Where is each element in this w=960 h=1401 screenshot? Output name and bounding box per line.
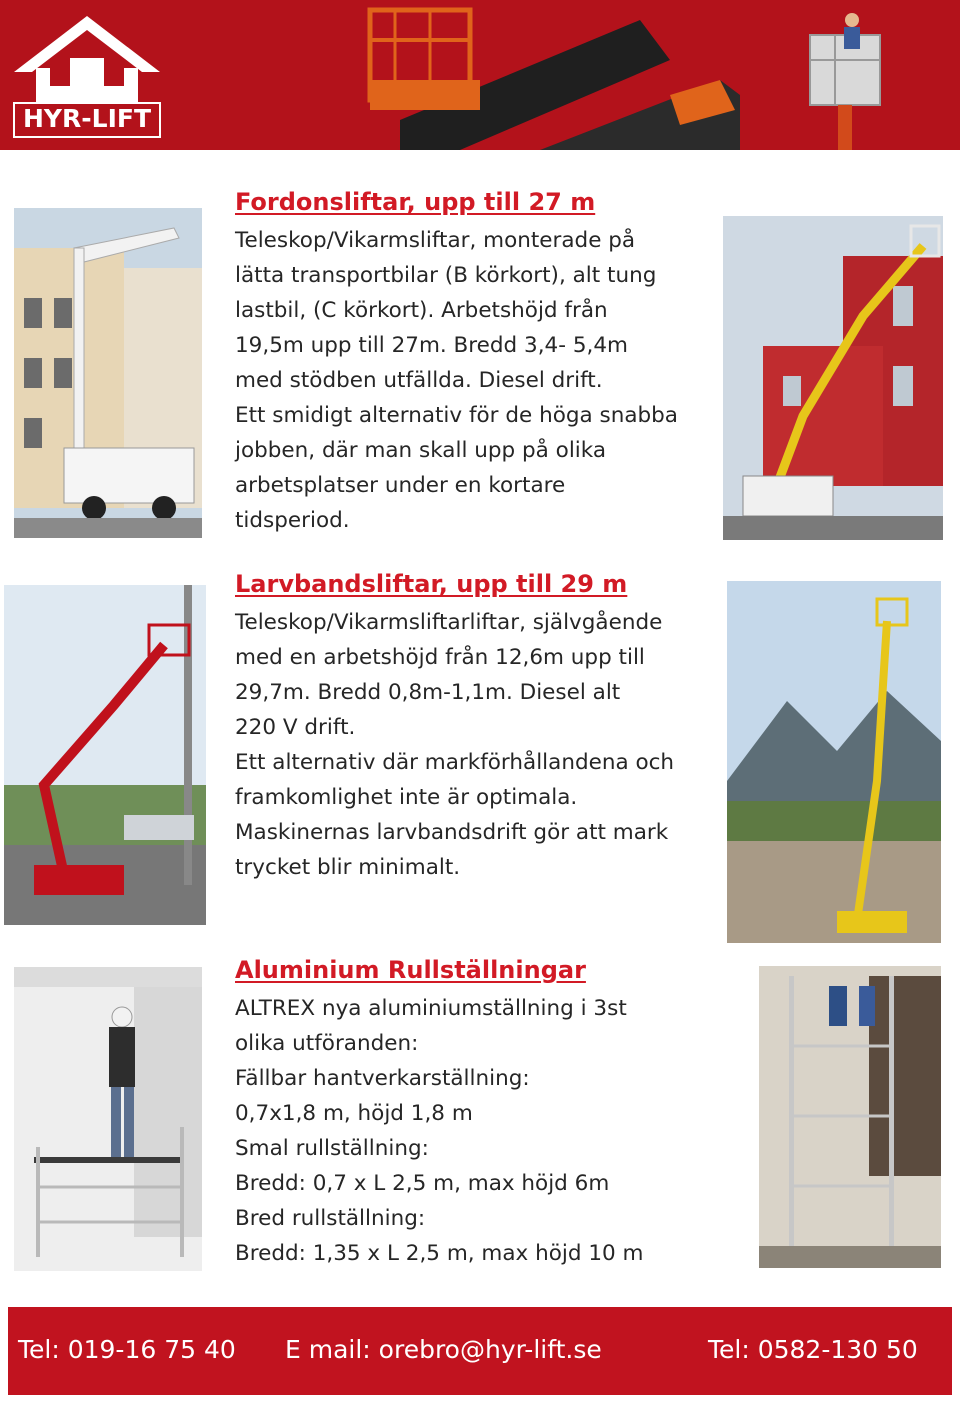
text-line: Bredd: 0,7 x L 2,5 m, max höjd 6m — [235, 1171, 610, 1196]
phone-second[interactable]: Tel: 0582-130 50 — [708, 1335, 918, 1364]
photo-truck-lift — [14, 208, 202, 538]
contact-footer — [8, 1307, 952, 1395]
text-line: ALTREX nya aluminiumställning i 3st — [235, 996, 627, 1021]
text-line: Ett alternativ där markförhållandena och — [235, 750, 675, 775]
text-line: Smal rullställning: — [235, 1136, 429, 1161]
text-line: arbetsplatser under en kortare — [235, 473, 566, 498]
section-heading: Aluminium Rullställningar — [235, 956, 586, 984]
text-line: Teleskop/Vikarmsliftarliftar, självgående — [235, 610, 663, 635]
text-line: med stödben utfällda. Diesel drift. — [235, 368, 603, 393]
hero-image-bucket — [790, 0, 900, 150]
text-line: olika utföranden: — [235, 1031, 419, 1056]
photo-truck-lift-red-building — [723, 216, 943, 540]
text-line: Bredd: 1,35 x L 2,5 m, max höjd 10 m — [235, 1241, 644, 1266]
text-line: 0,7x1,8 m, höjd 1,8 m — [235, 1101, 473, 1126]
section-rullstallningar — [235, 953, 643, 1271]
hero-image-boom-lift — [340, 0, 740, 150]
photo-tall-scaffold — [759, 966, 941, 1268]
text-line: framkomlighet inte är optimala. — [235, 785, 578, 810]
text-line: 220 V drift. — [235, 715, 356, 740]
section-heading: Larvbandsliftar, upp till 29 m — [235, 570, 628, 598]
photo-crawler-lift-yellow-mountains — [727, 581, 941, 943]
text-line: jobben, där man skall upp på olika — [235, 438, 607, 463]
header-banner — [0, 0, 960, 150]
section-heading: Fordonsliftar, upp till 27 m — [235, 188, 596, 216]
text-line: 29,7m. Bredd 0,8m-1,1m. Diesel alt — [235, 680, 621, 705]
logo-text: HYR-LIFT — [22, 104, 151, 133]
text-line: Bred rullställning: — [235, 1206, 426, 1231]
photo-scaffold-worker — [14, 967, 202, 1271]
text-line: lastbil, (C körkort). Arbetshöjd från — [235, 298, 608, 323]
text-line: Teleskop/Vikarmsliftar, monterade på — [235, 228, 636, 253]
phone-orebro[interactable]: Tel: 019-16 75 40 — [18, 1335, 236, 1364]
section-fordonsliftar — [235, 185, 678, 538]
text-line: Ett smidigt alternativ för de höga snabba — [235, 403, 678, 428]
text-line: Fällbar hantverkarställning: — [235, 1066, 530, 1091]
text-line: 19,5m upp till 27m. Bredd 3,4- 5,4m — [235, 333, 628, 358]
photo-crawler-lift-red — [4, 585, 206, 925]
text-line: med en arbetshöjd från 12,6m upp till — [235, 645, 645, 670]
text-line: trycket blir minimalt. — [235, 855, 461, 880]
text-line: lätta transportbilar (B körkort), alt tung — [235, 263, 657, 288]
section-larvbandsliftar — [235, 567, 674, 885]
email-link[interactable]: E mail: orebro@hyr-lift.se — [285, 1335, 602, 1364]
text-line: tidsperiod. — [235, 508, 350, 533]
text-line: Maskinernas larvbandsdrift gör att mark — [235, 820, 669, 845]
